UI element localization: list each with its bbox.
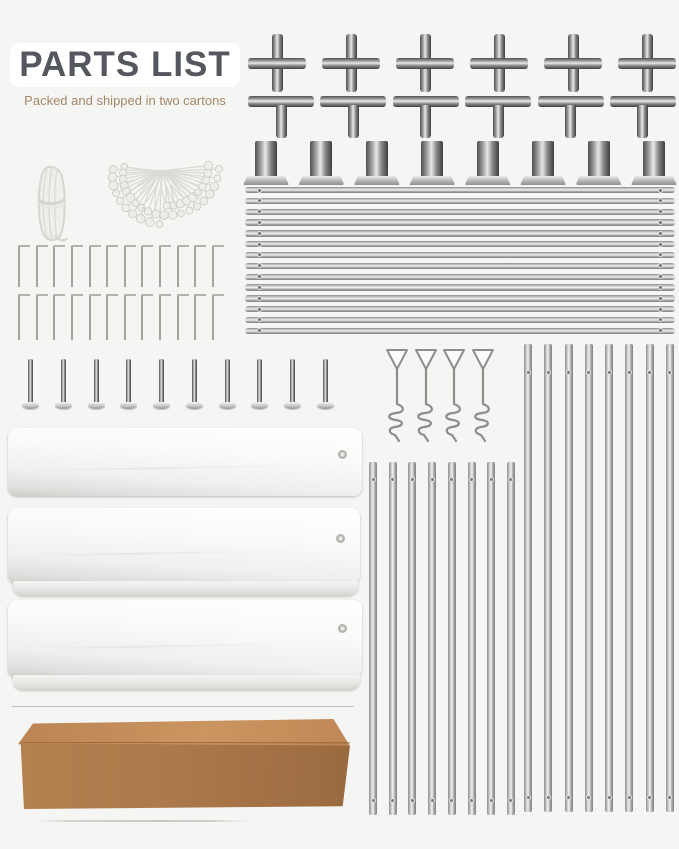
spiral-stake-icon bbox=[384, 346, 410, 448]
l-pin-icon bbox=[36, 245, 48, 287]
cross-connector-row bbox=[248, 34, 676, 94]
screw-head bbox=[22, 402, 39, 409]
foot-base-plate bbox=[520, 176, 566, 185]
tee-connector-icon bbox=[465, 96, 531, 139]
horizontal-pole-icon bbox=[245, 252, 675, 258]
cross-connector-icon bbox=[396, 34, 454, 92]
cover-roll-1 bbox=[8, 428, 362, 496]
screw-shaft bbox=[290, 359, 295, 402]
screw-head bbox=[186, 402, 203, 409]
foot-base-row bbox=[243, 141, 677, 185]
foot-base-icon bbox=[409, 141, 455, 185]
long-pole-icon bbox=[524, 344, 532, 812]
tee-stem bbox=[637, 105, 648, 138]
screw-shaft bbox=[159, 359, 164, 402]
long-pole-icon bbox=[585, 344, 593, 812]
screw-shaft bbox=[192, 359, 197, 402]
l-pin-icon bbox=[124, 245, 136, 287]
l-pin-row-2 bbox=[18, 294, 224, 340]
l-pin-icon bbox=[212, 245, 224, 287]
foot-base-plate bbox=[465, 176, 511, 185]
screw-head bbox=[219, 402, 236, 409]
long-pole-icon bbox=[448, 462, 456, 815]
tee-connector-icon bbox=[538, 96, 604, 139]
screw-shaft bbox=[126, 359, 131, 402]
l-pin-icon bbox=[177, 294, 189, 340]
tee-connector-row bbox=[248, 96, 676, 139]
cross-connector-icon bbox=[322, 34, 380, 92]
tee-stem bbox=[565, 105, 576, 138]
foot-base-icon bbox=[520, 141, 566, 185]
horizontal-pole-icon bbox=[245, 187, 675, 193]
horizontal-pole-icon bbox=[245, 306, 675, 312]
cover-roll-2 bbox=[8, 508, 360, 584]
screw-icon bbox=[55, 359, 72, 409]
horizontal-pole-icon bbox=[245, 274, 675, 280]
ball-bungee-bundle bbox=[101, 158, 223, 242]
fabric-crease bbox=[29, 643, 326, 650]
rope-coil-icon bbox=[33, 164, 69, 242]
screw-icon bbox=[186, 359, 203, 409]
spiral-stake-icon bbox=[441, 346, 467, 448]
foot-base-tube bbox=[366, 141, 388, 177]
foot-base-tube bbox=[310, 141, 332, 177]
l-pin-icon bbox=[18, 294, 30, 340]
ball-bungee-svg bbox=[101, 158, 223, 242]
foot-base-tube bbox=[532, 141, 554, 177]
l-pin-icon bbox=[141, 294, 153, 340]
long-pole-icon bbox=[408, 462, 416, 815]
cross-horizontal-bar bbox=[470, 58, 528, 69]
horizontal-pole-icon bbox=[245, 328, 675, 334]
horizontal-pole-icon bbox=[245, 241, 675, 247]
horizontal-pole-icon bbox=[245, 263, 675, 269]
page-subtitle: Packed and shipped in two cartons bbox=[24, 93, 226, 108]
long-pole-icon bbox=[487, 462, 495, 815]
foot-base-tube bbox=[477, 141, 499, 177]
screw-head bbox=[120, 402, 137, 409]
l-pin-icon bbox=[18, 245, 30, 287]
screw-row bbox=[22, 359, 334, 409]
long-pole-group-right bbox=[524, 344, 674, 812]
l-pin-icon bbox=[53, 245, 65, 287]
cross-connector-icon bbox=[248, 34, 306, 92]
foot-base-plate bbox=[354, 176, 400, 185]
foot-base-tube bbox=[643, 141, 665, 177]
screw-icon bbox=[251, 359, 268, 409]
screw-shaft bbox=[323, 359, 328, 402]
fabric-crease bbox=[29, 465, 326, 472]
screw-head bbox=[284, 402, 301, 409]
l-pin-icon bbox=[89, 294, 101, 340]
screw-icon bbox=[22, 359, 39, 409]
grommet-icon bbox=[338, 450, 347, 459]
long-pole-icon bbox=[468, 462, 476, 815]
long-pole-icon bbox=[646, 344, 654, 812]
long-pole-icon bbox=[625, 344, 633, 812]
foot-base-tube bbox=[255, 141, 277, 177]
cross-horizontal-bar bbox=[618, 58, 676, 69]
spiral-stake-icon bbox=[413, 346, 439, 448]
screw-icon bbox=[284, 359, 301, 409]
horizontal-pole-icon bbox=[245, 295, 675, 301]
screw-shaft bbox=[257, 359, 262, 402]
l-pin-icon bbox=[71, 245, 83, 287]
foot-base-icon bbox=[298, 141, 344, 185]
horizontal-pole-icon bbox=[245, 209, 675, 215]
spiral-stake-icon bbox=[470, 346, 496, 448]
tee-stem bbox=[420, 105, 431, 138]
cross-connector-icon bbox=[470, 34, 528, 92]
screw-head bbox=[317, 402, 334, 409]
l-pin-icon bbox=[89, 245, 101, 287]
horizontal-pole-icon bbox=[245, 198, 675, 204]
long-pole-icon bbox=[507, 462, 515, 815]
tee-connector-icon bbox=[320, 96, 386, 139]
screw-icon bbox=[88, 359, 105, 409]
cross-horizontal-bar bbox=[322, 58, 380, 69]
l-pin-icon bbox=[53, 294, 65, 340]
tee-stem bbox=[276, 105, 287, 138]
long-pole-icon bbox=[565, 344, 573, 812]
foot-base-plate bbox=[298, 176, 344, 185]
long-pole-icon bbox=[389, 462, 397, 815]
cross-horizontal-bar bbox=[248, 58, 306, 69]
screw-icon bbox=[120, 359, 137, 409]
screw-icon bbox=[153, 359, 170, 409]
horizontal-pole-icon bbox=[245, 284, 675, 290]
long-pole-icon bbox=[544, 344, 552, 812]
l-pin-icon bbox=[106, 245, 118, 287]
l-pin-icon bbox=[194, 245, 206, 287]
tee-connector-icon bbox=[610, 96, 676, 139]
l-pin-icon bbox=[177, 245, 189, 287]
screw-shaft bbox=[61, 359, 66, 402]
l-pin-icon bbox=[71, 294, 83, 340]
horizontal-pole-icon bbox=[245, 219, 675, 225]
tee-connector-icon bbox=[248, 96, 314, 139]
cross-horizontal-bar bbox=[544, 58, 602, 69]
tee-stem bbox=[348, 105, 359, 138]
tee-stem bbox=[493, 105, 504, 138]
cross-connector-icon bbox=[618, 34, 676, 92]
fabric-crease bbox=[29, 549, 325, 556]
long-pole-icon bbox=[666, 344, 674, 812]
l-pin-icon bbox=[194, 294, 206, 340]
l-pin-icon bbox=[212, 294, 224, 340]
cover-roll-3 bbox=[8, 600, 362, 678]
horizontal-pole-stack bbox=[245, 187, 675, 334]
tee-connector-icon bbox=[393, 96, 459, 139]
l-pin-icon bbox=[141, 245, 153, 287]
l-pin-icon bbox=[124, 294, 136, 340]
long-pole-icon bbox=[369, 462, 377, 815]
grommet-icon bbox=[338, 624, 347, 633]
foot-base-plate bbox=[576, 176, 622, 185]
foot-base-plate bbox=[631, 176, 677, 185]
foot-base-plate bbox=[243, 176, 289, 185]
cross-connector-icon bbox=[544, 34, 602, 92]
page-title: PARTS LIST bbox=[19, 45, 231, 84]
title-card bbox=[10, 43, 240, 87]
screw-shaft bbox=[28, 359, 33, 402]
horizontal-pole-icon bbox=[245, 230, 675, 236]
foot-base-icon bbox=[243, 141, 289, 185]
long-pole-group-middle bbox=[369, 462, 515, 815]
spiral-stake-row bbox=[384, 346, 496, 448]
foot-base-icon bbox=[465, 141, 511, 185]
horizontal-pole-icon bbox=[245, 317, 675, 323]
screw-icon bbox=[219, 359, 236, 409]
foot-base-icon bbox=[354, 141, 400, 185]
shipping-carton-icon bbox=[18, 719, 350, 809]
screw-icon bbox=[317, 359, 334, 409]
foot-base-icon bbox=[576, 141, 622, 185]
foot-base-tube bbox=[421, 141, 443, 177]
grommet-icon bbox=[336, 534, 345, 543]
foot-base-plate bbox=[409, 176, 455, 185]
foot-base-tube bbox=[588, 141, 610, 177]
screw-shaft bbox=[225, 359, 230, 402]
carton-shadow bbox=[28, 820, 256, 822]
screw-head bbox=[153, 402, 170, 409]
divider-line bbox=[12, 706, 354, 707]
screw-shaft bbox=[94, 359, 99, 402]
screw-head bbox=[88, 402, 105, 409]
l-pin-icon bbox=[159, 294, 171, 340]
long-pole-icon bbox=[605, 344, 613, 812]
l-pin-row-1 bbox=[18, 245, 224, 287]
l-pin-icon bbox=[106, 294, 118, 340]
long-pole-icon bbox=[428, 462, 436, 815]
screw-head bbox=[55, 402, 72, 409]
l-pin-icon bbox=[159, 245, 171, 287]
cross-horizontal-bar bbox=[396, 58, 454, 69]
screw-head bbox=[251, 402, 268, 409]
foot-base-icon bbox=[631, 141, 677, 185]
l-pin-icon bbox=[36, 294, 48, 340]
